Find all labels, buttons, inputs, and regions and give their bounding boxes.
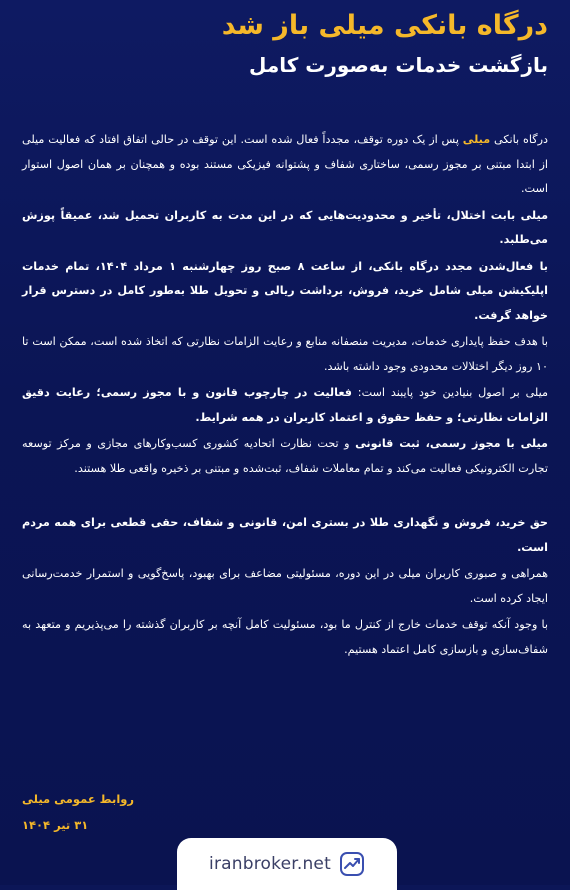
signature-date: ۳۱ تیر ۱۴۰۴ (22, 818, 89, 832)
paragraph-apology: میلی بابت اختلال، تأخیر و محدودیت‌هایی که در این مدت به کاربران تحمیل شد، عمیقاً پوزش می‌طلبد. (22, 208, 548, 246)
paragraph-reactivation-rest: پس از یک دوره توقف، مجدداً فعال شده است. این توقف در حالی اتفاق افتاد که فعالیت میلی از ابتدا مبتنی بر مجوز رسمی، ساختاری شفاف و پشتوانه فیزیکی مستند بوده و همچنان بر همان اصول استوار است. (22, 133, 548, 195)
signature-block (22, 786, 548, 838)
paragraph-gratitude: همراهی و صبوری کاربران میلی در این دوره، مسئولیتی مضاعف برای بهبود، پاسخ‌گویی و استمرار خدمت‌رسانی ایجاد کرده است. (22, 567, 548, 605)
paragraph-license-rest: و تحت نظارت اتحادیه کشوری کسب‌وکارهای مجازی و مرکز توسعه تجارت الکترونیکی فعالیت می‌کند و تمام معاملات شفاف، ثبت‌شده و مبتنی بر ذخیره واقعی طلا هستند. (22, 437, 548, 475)
trend-chart-icon (339, 851, 365, 877)
paragraph-reactivation (22, 128, 548, 202)
paragraph-responsibility: با وجود آنکه توقف خدمات خارج از کنترل ما بود، مسئولیت کامل آنچه بر کاربران گذشته را می‌پذیریم و متعهد به شفاف‌سازی و بازسازی کامل اعتماد هستیم. (22, 618, 548, 656)
signature-org: روابط عمومی میلی (22, 792, 135, 806)
paragraph-license-bold: میلی با مجوز رسمی، ثبت قانونی (355, 437, 548, 450)
announcement-body (22, 128, 548, 664)
watermark-badge (177, 838, 397, 890)
paragraph-service-restore: با فعال‌شدن مجدد درگاه بانکی، از ساعت ۸ صبح روز چهارشنبه ۱ مرداد ۱۴۰۴، تمام خدمات اپلیکیشن میلی شامل خرید، فروش، برداشت ریالی و تحویل طلا به‌طور کامل در دسترس قرار خواهد گرفت. (22, 259, 548, 322)
brand-name-highlight: میلی (462, 133, 491, 146)
page-title: درگاه بانکی میلی باز شد (221, 10, 548, 41)
paragraph-principles (22, 381, 548, 430)
page-subtitle: بازگشت خدمات به‌صورت کامل (248, 53, 548, 77)
paragraph-license (22, 432, 548, 481)
watermark-text: iranbroker.net (209, 854, 331, 874)
paragraph-principles-lead: میلی بر اصول بنیادین خود پایبند است: (351, 386, 548, 399)
paragraph-principles-bold: فعالیت در چارچوب قانون و با مجوز رسمی؛ رعایت دقیق الزامات نظارتی؛ و حفظ حقوق و اعتماد کاربران در همه شرایط. (22, 386, 548, 424)
paragraph-rights: حق خرید، فروش و نگهداری طلا در بستری امن، قانونی و شفاف، حقی قطعی برای همه مردم است. (22, 516, 548, 554)
paragraph-gap (22, 483, 548, 511)
announcement-header (22, 6, 548, 80)
paragraph-stability-notice: با هدف حفظ پایداری خدمات، مدیریت منصفانه منابع و رعایت الزامات نظارتی که اتخاذ شده است، ممکن است تا ۱۰ روز دیگر اختلالات محدودی وجود داشته باشد. (22, 335, 548, 373)
paragraph-reactivation-lead: درگاه بانکی (490, 133, 549, 146)
